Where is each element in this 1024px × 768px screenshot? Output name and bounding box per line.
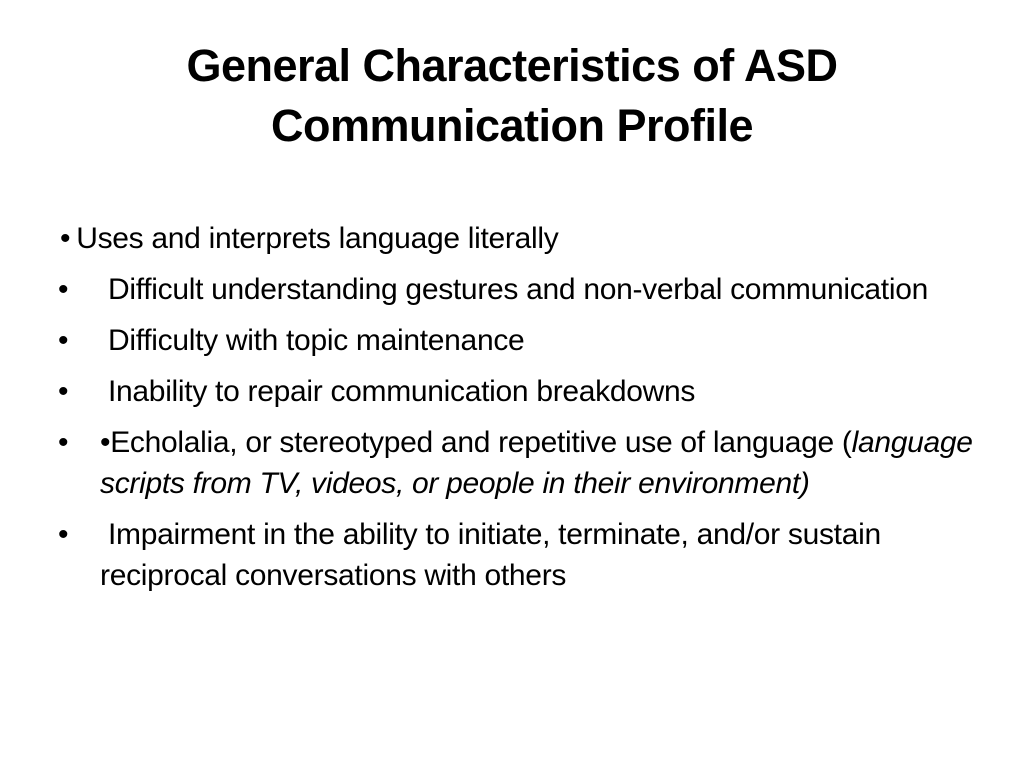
list-item-text: Difficulty with topic maintenance	[108, 324, 525, 357]
list-item-text: Impairment in the ability to initiate, terminate, and/or sustain reciprocal conversations with others	[100, 518, 881, 592]
list-item	[56, 218, 976, 259]
bullet-marker: •	[60, 222, 71, 255]
list-item	[56, 371, 976, 412]
bullet-marker: •	[58, 375, 69, 408]
slide-title-line-2: Communication Profile	[270, 100, 754, 151]
slide-title	[60, 36, 964, 156]
bullet-marker: •	[58, 324, 69, 357]
bullet-list	[56, 218, 976, 606]
slide-title-line-1: General Characteristics of ASD	[186, 40, 838, 91]
list-item	[56, 320, 976, 361]
list-item-text: Difficult understanding gestures and non-verbal communication	[108, 273, 928, 306]
bullet-marker: •	[58, 426, 69, 459]
list-item	[56, 269, 976, 310]
list-item-italic-text: language scripts from TV, videos, or people in their environment)	[100, 426, 973, 500]
list-item	[56, 514, 976, 596]
list-item-text: Uses and interprets language literally	[76, 222, 559, 255]
list-item-text: Inability to repair communication breakdowns	[108, 375, 696, 408]
bullet-marker: •	[58, 273, 69, 306]
list-item-text: •Echolalia, or stereotyped and repetitive use of language (	[100, 426, 852, 459]
list-item	[56, 422, 976, 504]
bullet-marker: •	[58, 518, 69, 551]
